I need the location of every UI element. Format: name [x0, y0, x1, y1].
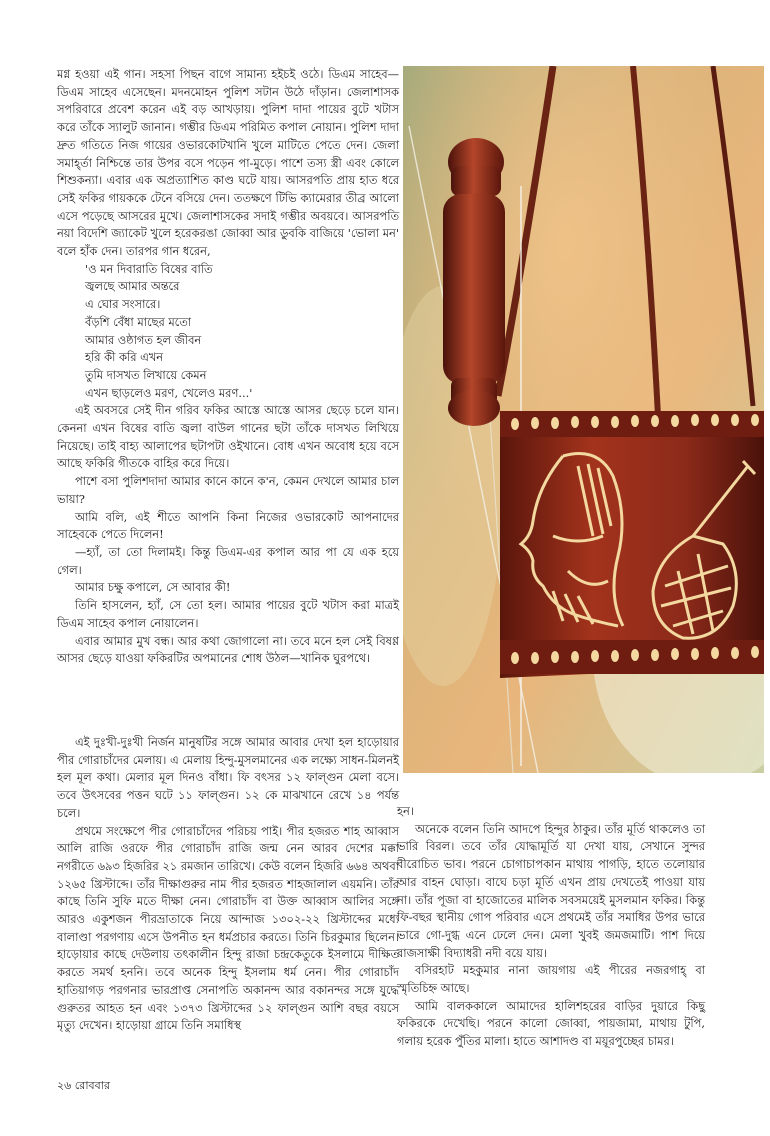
paragraph: হন।	[397, 804, 414, 818]
paragraph: আমি বলি, এই শীতে আপনি কিনা নিজের ওভারকোট আপনাদের সাহেবকে পেতে দিলেন!	[57, 509, 399, 542]
paragraph: পাশে বসা পুলিশদাদা আমার কানে কানে ক'ন, কেমন দেখলে আমার চাল ভায়া?	[57, 474, 399, 506]
page-folio: ২৬ রোববার	[57, 1079, 110, 1092]
verse-line: এ ঘোর সংসারে।	[85, 297, 161, 312]
verse-line: হরি কী করি এখন	[85, 350, 164, 365]
paragraph: বসিরহাট মহকুমার নানা জায়গায় এই পীরের নজরগাহ্‌ বা স্মৃতিচিহ্ন আছে।	[397, 963, 705, 996]
paragraph: এই অবসরে সেই দীন গরিব ফকির আস্তে আস্তে আসর ছেড়ে চলে যান। কেননা এখন বিষের বাতি জ্বলা বাউল গানের ছটা তাঁকে দাসখত লিখিয়ে নিয়েছে। তাই বাহ্য আলাপের ছটাপটা ওইখানে। বোধ এখন অবোধ হয়ে বসে আছে ফকিরি গীতকে বাহির করে দিয়ে।	[57, 403, 399, 471]
dotara-illustration	[403, 66, 764, 773]
article-column-left-top	[57, 66, 399, 668]
verse-line: এখন ছাড়লেও মরণ, খেলেও মরণ...'	[85, 385, 253, 400]
verse-line: তুমি দাসখত লিখায়ে কেমন	[85, 367, 207, 382]
verse-line: জ্বলছে আমার অন্তরে	[85, 279, 180, 294]
paragraph: এই দুঃখী-দুঃখী নির্জন মানুষটির সঙ্গে আমার আবার দেখা হল হাড়োয়ার পীর গোরাচাঁদের মেলায়। এ মেলায় হিন্দু-মুসলমানের এক লক্ষ্যে সাধন-মিলনই হল মূল কথা। মেলার মূল দিনও বাঁধা। ফি বৎসর ১২ ফাল্গুন মেলা বসে। তবে উৎসবের পত্তন ঘটে ১১ ফাল্গুন। ১২ কে মাঝখানে রেখে ১৪ পর্যন্ত চলে।	[57, 735, 399, 820]
song-verse	[57, 261, 399, 403]
verse-line: আমার ওষ্ঠাগত হল জীবন	[85, 332, 202, 347]
verse-line: বঁড়শি বেঁধা মাছের মতো	[85, 314, 192, 329]
article-column-right-bottom	[397, 803, 705, 1051]
article-column-left-bottom	[57, 734, 399, 1035]
paragraph: আমি বালককালে আমাদের হালিশহরের বাড়ির দুয়ারে কিছু ফকিরকে দেখেছি। পরনে কালো জোব্বা, পায়জামা, মাথায় টুপি, গলায় হরেক পুঁতির মালা। হাতে আশাদণ্ড বা ময়ূরপুচ্ছের চামর।	[397, 998, 705, 1049]
paragraph: প্রথমে সংক্ষেপে পীর গোরাচাঁদের পরিচয় পাই। পীর হজরত শাহ আব্বাস আলি রাজি ওরফে পীর গোরাচাঁদ রাজি জন্ম নেন আরব দেশের মক্কা নগরীতে ৬৯৩ হিজরির ২১ রমজান তারিখে। কেউ বলেন হিজরি ৬৬৪ অথবা ১২৬৫ খ্রিস্টাব্দে। তাঁর দীক্ষাগুরুর নাম পীর হজরত শাহজালাল এয়মনি। তাঁর কাছে তিনি সুফি মতে দীক্ষা নেন। গোরাচাঁদ বা উক্ত আব্বাস আলির সঙ্গে আরও একুশজন পীরভ্রাতাকে নিয়ে আন্দাজ ১৩০২-২২ খ্রিস্টাব্দের মধ্যে বালাণ্ডা পরগণায় এসে উপনীত হন ধর্মপ্রচার করতে। তিনি চিরকুমার ছিলেন। হাড়োয়ার কাছে দেউলায় তৎকালীন হিন্দু রাজা চন্দ্রকেতুকে ইসলামে দীক্ষিত করতে সমর্থ হননি। তবে অনেক হিন্দু ইসলাম ধর্ম নেন। পীর গোরাচাঁদ হাতিয়াগড় পরগনার ভারপ্রাপ্ত সেনাপতি অকানন্দ আর বকানন্দর সঙ্গে যুদ্ধে গুরুতর আহত হন এবং ১৩৭৩ খ্রিস্টাব্দের ১২ ফাল্গুন আশি বছর বয়সে মৃত্যু দেখেন। হাড়োয়া গ্রামে তিনি সমাধিস্থ	[57, 823, 399, 1033]
paragraph: তিনি হাসলেন, হ্যাঁ, সে তো হল। আমার পায়ের বুটে খটাস করা মাত্রই ডিএম সাহেব কপাল নোয়ালেন।	[57, 598, 399, 630]
paragraph: এবার আমার মুখ বন্ধ। আর কথা জোগালো না। তবে মনে হল সেই বিষণ্ণ আসর ছেড়ে যাওয়া ফকিরটির অপমানের শোধ উঠল—খানিক ঘুরপথে।	[57, 633, 399, 666]
paragraph: অনেকে বলেন তিনি আদপে হিন্দুর ঠাকুর। তাঁর মূর্তি থাকলেও তা ভারি বিরল। তবে তাঁর যোদ্ধামূর্তি যা দেখা যায়, সেখানে সুন্দর বীরোচিত ভাব। পরনে চোগাচাপকান মাথায় পাগড়ি, হাতে তলোয়ার আর বাহন ঘোড়া। বাঘে চড়া মূর্তি এখন প্রায় দেখতেই পাওয়া যায় না। তাঁর পূজা বা হাজোতের মালিক সবসময়েই মুসলমান ফকির। কিন্তু ফি-বছর স্থানীয় গোপ পরিবার এসে প্রথমেই তাঁর সমাধির উপর ভারে ভারে গো-দুগ্ধ এনে ঢেলে দেন। মেলা খুবই জমজমাটি। পাশ দিয়ে রাজসাক্ষী বিদ্যাধরী নদী বয়ে যায়।	[397, 821, 705, 960]
paragraph: মগ্ন হওয়া এই গান। সহসা পিছন বাগে সামান্য হইচই ওঠে। ডিএম সাহেব—ডিএম সাহেব এসেছেন। মদনমোহন পুলিশ সটান উঠে দাঁড়ান। জেলাশাসক সপরিবারে প্রবেশ করেন এই বড় আখড়ায়। পুলিশ দাদা পায়ের বুটে খটাস করে তাঁকে স্যালুট জানান। গম্ভীর ডিএম পরিমিত কপাল নোয়ান। পুলিশ দাদা দ্রুত গতিতে নিজ গায়ের ওভারকোটখানি খুলে মাটিতে পেতে দেন। জেলা সমার্হ্তা নিশ্চিন্তে তার উপর বসে পড়েন পা-মুড়ে। পাশে তস্য স্ত্রী এবং কোলে শিশুকন্যা। এবার এক অপ্রত্যাশিত কাণ্ড ঘটে যায়। আসরপতি প্রায় হাত ধরে সেই ফকির গায়ককে টেনে বসিয়ে দেন। ততক্ষণে টিভি ক্যামেরার তীব্র আলো এসে পড়েছে আসরের মুখে। জেলাশাসকের সদাই গম্ভীর অবয়বে। আসরপতি নয়া বিদেশি জ্যাকেট খুলে হরেকরঙা জোব্বা আর ডুবকি বাজিয়ে 'ভোলা মন' বলে হাঁক দেন। তারপর গান ধরেন,	[57, 67, 399, 259]
verse-line: 'ও মন দিবারাতি বিষের বাতি	[85, 261, 213, 276]
dotara-photo	[403, 66, 764, 773]
paragraph: —হ্যাঁ, তা তো দিলামই। কিন্তু ডিএম-এর কপাল আর পা যে এক হয়ে গেল।	[57, 544, 399, 577]
paragraph: আমার চক্ষু কপালে, সে আবার কী!	[75, 580, 231, 595]
